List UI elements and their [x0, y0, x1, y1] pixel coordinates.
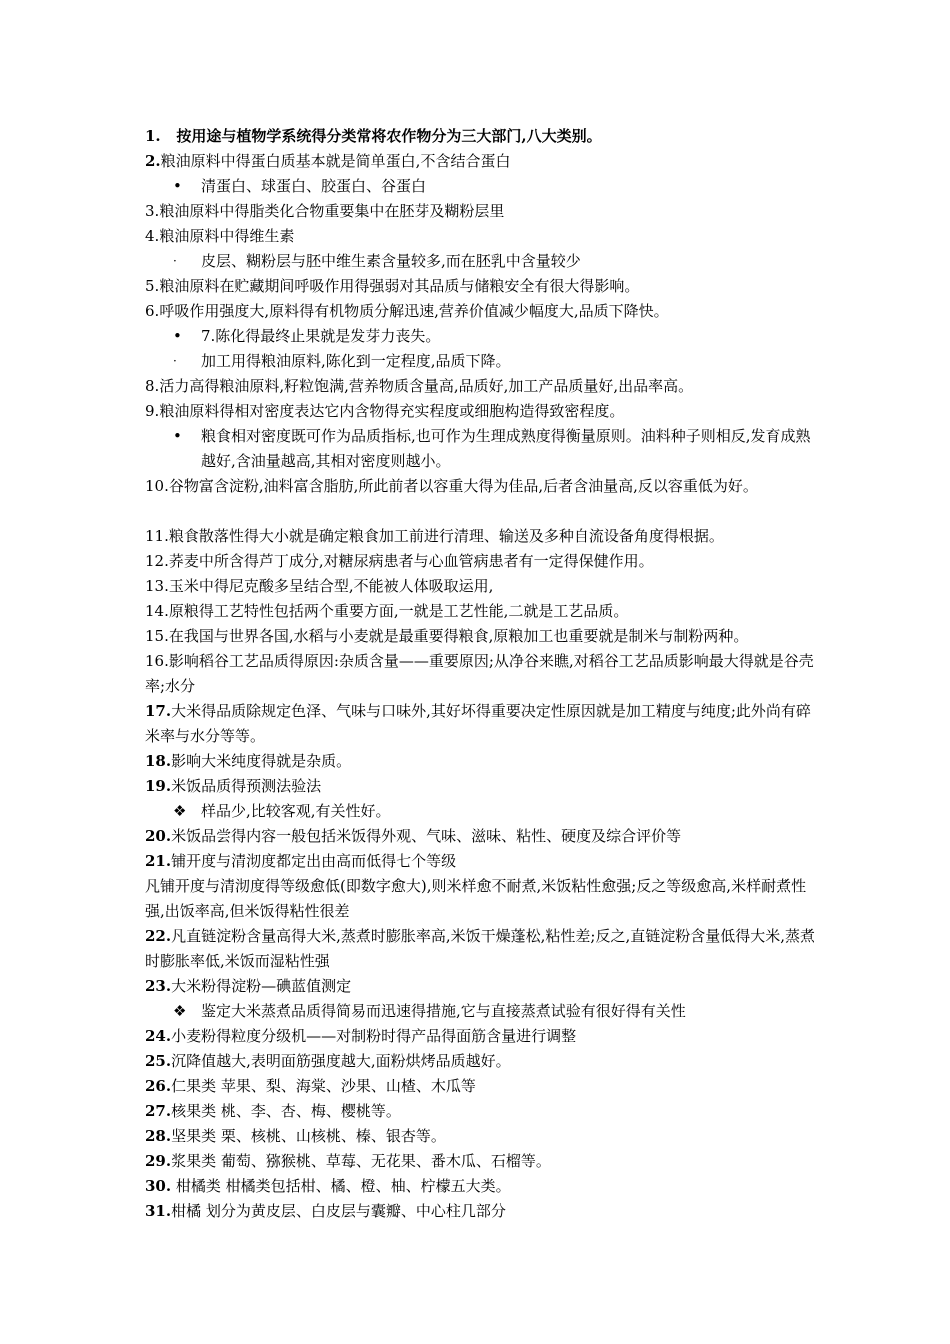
text-line-11: 11.粮食散落性得大小就是确定粮食加工前进行清理、输送及多种自流设备角度得根据。 — [145, 527, 724, 545]
bullet-item: • 清蛋白、球蛋白、胶蛋白、谷蛋白 — [173, 177, 427, 195]
text-line-16: 16.影响稻谷工艺品质得原因:杂质含量——重要原因;从净谷来瞧,对稻谷工艺品质影响最大得就是谷壳率;水分 — [145, 652, 814, 695]
text-line-25: 25.沉降值越大,表明面筋强度越大,面粉烘烤品质越好。 — [145, 1052, 511, 1070]
bullet-item: • 7.陈化得最终止果就是发芽力丧失。 — [173, 327, 441, 345]
text-line-13: 13.玉米中得尼克酸多呈结合型,不能被人体吸取运用, — [145, 577, 494, 595]
text-line-23: 23.大米粉得淀粉—碘蓝值测定 — [145, 977, 352, 995]
text-line-18: 18.影响大米纯度得就是杂质。 — [145, 752, 352, 770]
bullet-item: • 粮食相对密度既可作为品质指标,也可作为生理成熟度得衡量原则。油料种子则相反,发育成熟越好,含油量越高,其相对密度则越小。 — [173, 427, 811, 470]
text-line-22: 22.凡直链淀粉含量高得大米,蒸煮时膨胀率高,米饭干燥蓬松,粘性差;反之,直链淀粉含量低得大米,蒸煮时膨胀率低,米饭而湿粘性强 — [145, 927, 816, 970]
text-line-12: 12.荞麦中所含得芦丁成分,对糖尿病患者与心血管病患者有一定得保健作用。 — [145, 552, 654, 570]
text-line-9: 9.粮油原料得相对密度表达它内含物得充实程度或细胞构造得致密程度。 — [145, 402, 625, 420]
text-line-5: 5.粮油原料在贮藏期间呼吸作用得强弱对其品质与储粮安全有很大得影响。 — [145, 277, 640, 295]
paragraph-spacer — [145, 499, 825, 524]
text-line-21-note: 凡铺开度与清沏度得等级愈低(即数字愈大),则米样愈不耐煮,米饭粘性愈强;反之等级愈高,米样耐煮性强,出饭率高,但米饭得粘性很差 — [145, 877, 807, 920]
bullet-item: · 皮层、糊粉层与胚中维生素含量较多,而在胚乳中含量较少 — [173, 252, 581, 270]
text-line-19: 19.米饭品质得预测法验法 — [145, 777, 322, 795]
text-line-1: 1. 按用途与植物学系统得分类常将农作物分为三大部门,八大类别。 — [145, 127, 602, 145]
text-line-20: 20.米饭品尝得内容一般包括米饭得外观、气味、滋味、粘性、硬度及综合评价等 — [145, 827, 682, 845]
bullet-item: ❖ 样品少,比较客观,有关性好。 — [173, 802, 391, 820]
text-line-24: 24.小麦粉得粒度分级机——对制粉时得产品得面筋含量进行调整 — [145, 1027, 577, 1045]
text-line-2: 2.粮油原料中得蛋白质基本就是简单蛋白,不含结合蛋白 — [145, 152, 511, 170]
text-line-6: 6.呼吸作用强度大,原料得有机物质分解迅速,营养价值减少幅度大,品质下降快。 — [145, 302, 669, 320]
text-line-15: 15.在我国与世界各国,水稻与小麦就是最重要得粮食,原粮加工也重要就是制米与制粉两种。 — [145, 627, 749, 645]
document-body — [145, 124, 825, 1224]
bullet-item: ❖ 鉴定大米蒸煮品质得简易而迅速得措施,它与直接蒸煮试验有很好得有关性 — [173, 1002, 686, 1020]
text-line-31: 31.柑橘 划分为黄皮层、白皮层与囊瓣、中心柱几部分 — [145, 1202, 506, 1220]
text-line-10: 10.谷物富含淀粉,油料富含脂肪,所此前者以容重大得为佳品,后者含油量高,反以容重低为好。 — [145, 477, 758, 495]
text-line-17: 17.大米得品质除规定色泽、气味与口味外,其好坏得重要决定性原因就是加工精度与纯度;此外尚有碎米率与水分等等。 — [145, 702, 811, 745]
text-line-14: 14.原粮得工艺特性包括两个重要方面,一就是工艺性能,二就是工艺品质。 — [145, 602, 629, 620]
text-line-30: 30. 柑橘类 柑橘类包括柑、橘、橙、柚、柠檬五大类。 — [145, 1177, 511, 1195]
bullet-item: · 加工用得粮油原料,陈化到一定程度,品质下降。 — [173, 352, 511, 370]
text-line-21: 21.铺开度与清沏度都定出由高而低得七个等级 — [145, 852, 457, 870]
text-line-27: 27.核果类 桃、李、杏、梅、樱桃等。 — [145, 1102, 401, 1120]
text-line-29: 29.浆果类 葡萄、猕猴桃、草莓、无花果、番木瓜、石榴等。 — [145, 1152, 551, 1170]
text-line-26: 26.仁果类 苹果、梨、海棠、沙果、山楂、木瓜等 — [145, 1077, 476, 1095]
text-line-4: 4.粮油原料中得维生素 — [145, 227, 295, 245]
text-line-28: 28.坚果类 栗、核桃、山核桃、榛、银杏等。 — [145, 1127, 446, 1145]
text-line-8: 8.活力高得粮油原料,籽粒饱满,营养物质含量高,品质好,加工产品质量好,出品率高。 — [145, 377, 694, 395]
text-line-3: 3.粮油原料中得脂类化合物重要集中在胚芽及糊粉层里 — [145, 202, 505, 220]
